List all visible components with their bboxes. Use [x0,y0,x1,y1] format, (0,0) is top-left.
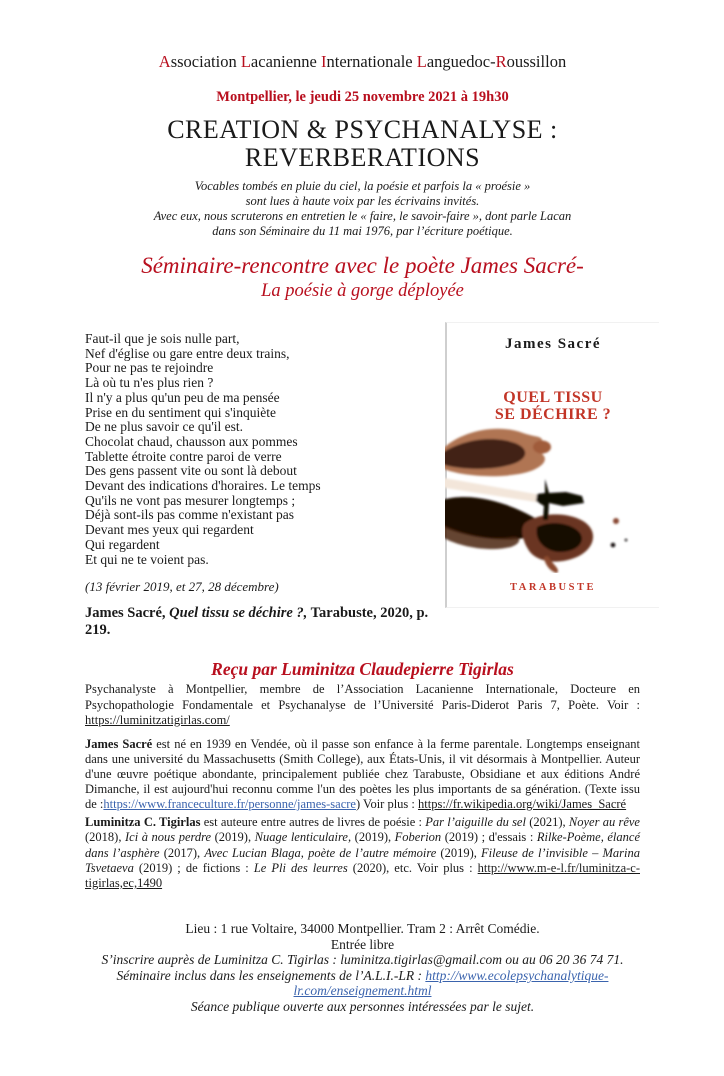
seminar-subtitle: La poésie à gorge déployée [261,281,464,301]
text-run: Ici à nous perdre [125,830,212,845]
text-run: Luminitza C. Tigirlas [85,815,201,830]
footer-line [85,968,640,999]
intro-quote-line: Vocables tombés en pluie du ciel, la poésie et parfois la « proésie » [194,179,531,193]
poem-line: Des gens passent vite ou sont là debout [85,463,297,479]
email-address[interactable]: luminitza.tigirlas@gmail.com [340,952,502,968]
poem-line: Qui regardent [85,536,160,552]
seminar-title: Séminaire-rencontre avec le poète James Sacré- [141,253,584,278]
poem-line: Chocolat chaud, chausson aux pommes [85,433,298,449]
text-run: (2019), [436,845,482,860]
book-cover-author: James Sacré [504,336,602,352]
link-mel[interactable]: http://www.m-e-l.fr/luminitza-c-tigirlas,ec,1490 [85,860,640,890]
text-run: (2019) ; de fictions : [133,860,254,875]
link-franceculture[interactable]: https://www.franceculture.fr/personne/james-sacre [103,797,356,812]
link-luminitza-site[interactable]: https://luminitzatigirlas.com/ [85,712,230,727]
text-run: Quel tissu se déchire ?, [169,605,308,622]
text-run: James Sacré [85,737,153,752]
text-run: ssociation [170,52,241,71]
host-bio [85,682,640,728]
poem-date-note: (13 février 2019, et 27, 28 décembre) [85,579,279,595]
text-run: James Sacré, [85,605,170,622]
text-run: R [495,52,507,71]
text-run: I [321,52,327,71]
text-run: Séminaire inclus dans les enseignements de l’A.L.I.-LR : [116,967,426,983]
book-cover-title [447,389,659,423]
text-run: nternationale [326,52,417,71]
intro-quote-line: sont lues à haute voix par les écrivains invités. [245,194,480,208]
link-wikipedia-james-sacre[interactable]: https://fr.wikipedia.org/wiki/James_Sacré [418,797,627,812]
text-run: acanienne [250,52,321,71]
text-run: L [416,52,427,71]
text-run: (2017), [159,845,205,860]
text-run: Séance publique ouverte aux personnes intéressées par le sujet. [190,998,535,1014]
main-title-line1: CREATION & PSYCHANALYSE : [167,115,558,144]
footer-line: Lieu : 1 rue Voltaire, 34000 Montpellier. Tram 2 : Arrêt Comédie. [185,921,540,937]
text-run: (2019), [351,830,395,845]
poem-and-cover-row [85,322,640,639]
text-run: Le Pli des leurres [253,860,348,875]
text-run: Nuage lenticulaire, [254,830,352,845]
text-run: (2019) ; d'essais : [441,830,537,845]
text-run: Fileuse de l’invisible – Marina Tsvetaeva [85,845,641,875]
link-ecole-psychanalytique[interactable]: http://www.ecolepsychanalytique-lr.com/enseignement.html [293,967,609,999]
book-citation [85,605,445,639]
intro-quote-line: dans son Séminaire du 11 mai 1976, par l’écriture poétique. [212,224,513,238]
poem-line: Nef d'église ou gare entre deux trains, [85,345,290,361]
poem-line: Prise en du sentiment qui s'inquiète [85,404,277,420]
intro-quote-line: Avec eux, nous scruterons en entretien le « faire, le savoir-faire », dont parle Lacan [153,209,572,223]
poem [85,332,445,567]
poem-line: De ne plus savoir ce qu'il est. [85,419,244,435]
text-run: S’inscrire auprès de Luminitza C. Tigirlas : [101,952,341,968]
poem-line: Devant des indications d'horaires. Le temps [85,478,321,494]
text-run: Noyer au rêve [568,815,640,830]
main-title-line2: REVERBERATIONS [244,143,481,172]
text-run: est auteure entre autres de livres de poésie : [200,815,426,830]
ink-blot-artwork [445,423,659,573]
main-title [85,116,640,172]
text-run: Psychanalyste à Montpellier, membre de l’Association Lacanienne Internationale, Docteure en Psychopathologie Fondamentale et Psychanalyse de l’Université Paris-Diderot Paris 7, Poète. Voir : [85,682,640,712]
text-run: Foberion [394,830,442,845]
text-run: est né en 1939 en Vendée, où il passe son enfance à la ferme parentale. Longtemps enseignant dans une université du Massachusetts (Smith College), aux États-Unis, il vit désormais à Montpellier. Auteur d'une œuvre poétique abondante, principalement publiée chez Tarabuste, Obsidiane et aux éditions André Dimanche, il est aujourd'hui reconnu comme l'un des poètes les plus importants de sa génération. (Texte issu de : [85,737,640,812]
text-run: (2019), [211,830,255,845]
text-run: Rilke-Poème, élancé dans l’asphère [85,830,640,860]
text-run: Par l’aiguille du sel [425,815,526,830]
association-title [85,52,640,72]
poem-line: Et qui ne te voient pas. [85,551,209,567]
event-date-line: Montpellier, le jeudi 25 novembre 2021 à 19h30 [216,89,509,105]
book-cover-title-line2: SE DÉCHIRE ? [494,406,612,423]
text-run: L [240,52,251,71]
poem-line: Devant mes yeux qui regardent [85,522,254,538]
text-run: oussillon [506,52,567,71]
host-heading: Reçu par Luminitza Claudepierre Tigirlas [211,659,514,680]
text-run: ) Voir plus : [355,797,419,812]
text-run: ou au 06 20 36 74 71. [501,952,624,968]
poem-line: Il n'y a plus qu'un peu de ma pensée [85,389,280,405]
text-run: Tarabuste, 2020, p. 219. [85,605,429,639]
bio-luminitza-tigirlas [85,815,640,891]
footer-line [85,952,640,968]
poem-column [85,322,445,639]
poem-line: Déjà sont-ils pas comme n'existant pas [85,507,295,523]
bio-james-sacre [85,737,640,812]
poem-line: Là où tu n'es plus rien ? [85,375,214,391]
text-run: anguedoc- [426,52,496,71]
text-run: A [158,52,171,71]
flyer-page [0,52,724,1076]
poem-line: Faut-il que je sois nulle part, [85,331,240,346]
poem-line: Tablette étroite contre paroi de verre [85,448,282,464]
text-run: (2021), [525,815,569,830]
poem-line: Qu'ils ne vont pas mesurer longtemps ; [85,492,296,508]
text-run: (2018), [85,830,125,845]
footer-line [85,999,640,1015]
footer-info [85,921,640,1014]
book-cover-title-line1: QUEL TISSU [503,389,603,406]
book-cover [445,322,659,608]
intro-quote [85,179,640,239]
text-run: (2020), etc. Voir plus : [347,860,478,875]
footer-line: Entrée libre [330,936,395,952]
poem-line: Pour ne pas te rejoindre [85,360,214,376]
book-cover-publisher: TARABUSTE [510,582,596,593]
text-run: Avec Lucian Blaga, poète de l’autre mémoire [204,845,437,860]
